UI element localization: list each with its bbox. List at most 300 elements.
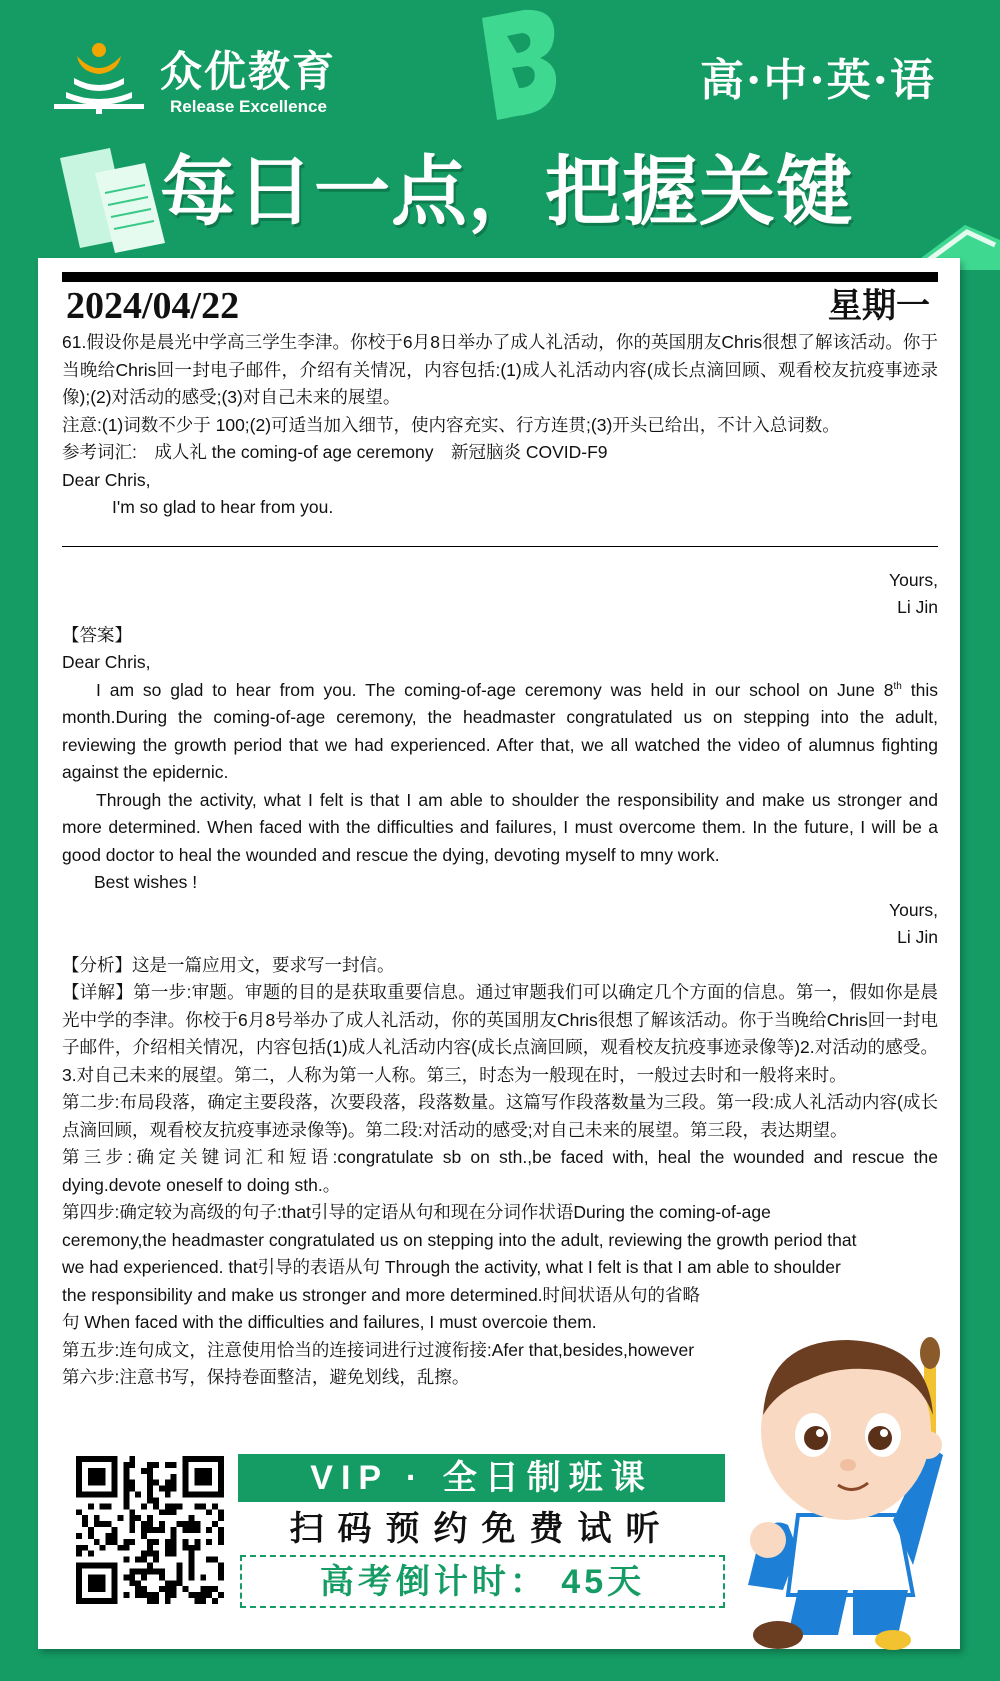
qr-module	[82, 1456, 88, 1462]
qr-module	[194, 1492, 200, 1498]
qr-module	[165, 1580, 171, 1586]
qr-module	[76, 1551, 82, 1557]
analysis-step4-line: 句 When faced with the difficulties and failures, I must overcoie them.	[62, 1312, 597, 1332]
qr-module	[188, 1568, 194, 1574]
qr-module	[82, 1563, 88, 1569]
qr-module	[135, 1515, 141, 1521]
qr-module	[123, 1468, 129, 1474]
qr-module	[200, 1598, 206, 1604]
qr-module	[76, 1456, 82, 1462]
qr-module	[147, 1521, 153, 1527]
qr-module	[106, 1563, 112, 1569]
qr-module	[171, 1474, 177, 1480]
qr-module	[94, 1580, 100, 1586]
qr-module	[183, 1521, 189, 1527]
qr-module	[100, 1563, 106, 1569]
qr-module	[218, 1486, 224, 1492]
qr-module	[194, 1521, 200, 1527]
qr-module	[200, 1468, 206, 1474]
qr-module	[194, 1468, 200, 1474]
qr-module	[147, 1568, 153, 1574]
qr-module	[147, 1474, 153, 1480]
qr-module	[76, 1480, 82, 1486]
qr-module	[206, 1474, 212, 1480]
qr-module	[177, 1568, 183, 1574]
qr-module	[112, 1568, 118, 1574]
qr-module	[100, 1492, 106, 1498]
qr-module	[123, 1545, 129, 1551]
question-greeting: Dear Chris,	[62, 469, 151, 490]
qr-module	[88, 1563, 94, 1569]
qr-module	[106, 1456, 112, 1462]
qr-module	[94, 1574, 100, 1580]
qr-module	[218, 1527, 224, 1533]
qr-module	[171, 1545, 177, 1551]
qr-module	[188, 1557, 194, 1563]
qr-module	[159, 1527, 165, 1533]
analysis-step4-line: ceremony,the headmaster congratulated us on stepping into the adult, reviewing the growth period that	[62, 1229, 857, 1250]
qr-module	[153, 1527, 159, 1533]
qr-module	[100, 1480, 106, 1486]
qr-module	[94, 1474, 100, 1480]
zhongyou-logo-icon	[52, 40, 147, 115]
qr-module	[183, 1462, 189, 1468]
qr-module	[212, 1586, 218, 1592]
qr-module	[129, 1521, 135, 1527]
qr-module	[112, 1527, 118, 1533]
answer-p1-text: I am so glad to hear from you. The coming-of-age ceremony was held in our school on June 8	[96, 679, 894, 700]
qr-module	[129, 1527, 135, 1533]
date: 2024/04/22	[66, 285, 240, 327]
qr-module	[88, 1492, 94, 1498]
qr-module	[123, 1574, 129, 1580]
qr-module	[165, 1480, 171, 1486]
qr-module	[147, 1468, 153, 1474]
qr-module	[206, 1468, 212, 1474]
qr-module	[177, 1521, 183, 1527]
qr-module	[112, 1580, 118, 1586]
qr-module	[165, 1486, 171, 1492]
qr-module	[147, 1462, 153, 1468]
qr-module	[88, 1598, 94, 1604]
qr-module	[159, 1574, 165, 1580]
qr-module	[183, 1527, 189, 1533]
qr-module	[129, 1509, 135, 1515]
qr-module	[141, 1533, 147, 1539]
qr-module	[159, 1509, 165, 1515]
qr-module	[165, 1551, 171, 1557]
qr-module	[218, 1515, 224, 1521]
qr-module	[112, 1598, 118, 1604]
qr-module	[153, 1497, 159, 1503]
qr-module	[188, 1551, 194, 1557]
qr-module	[159, 1568, 165, 1574]
exam-countdown: 高考倒计时： 45天	[240, 1555, 725, 1608]
qr-module	[141, 1468, 147, 1474]
qr-module	[94, 1515, 100, 1521]
qr-module	[177, 1580, 183, 1586]
analysis-step6: 第六步:注意书写，保持卷面整洁，避免划线，乱擦。	[62, 1367, 470, 1387]
qr-module	[171, 1486, 177, 1492]
qr-module	[76, 1598, 82, 1604]
qr-module	[206, 1539, 212, 1545]
qr-module	[188, 1592, 194, 1598]
qr-module	[153, 1462, 159, 1468]
qr-module	[218, 1568, 224, 1574]
qr-module	[82, 1545, 88, 1551]
qr-module	[76, 1462, 82, 1468]
qr-module	[94, 1468, 100, 1474]
qr-module	[206, 1557, 212, 1563]
qr-module	[171, 1462, 177, 1468]
qr-module	[88, 1503, 94, 1509]
analysis-step4-line: the responsibility and make us stronger and more determined.时间状语从句的省略	[62, 1284, 701, 1305]
qr-module	[171, 1533, 177, 1539]
letter-b-decoration	[462, 8, 572, 123]
qr-module	[200, 1574, 206, 1580]
qr-module	[129, 1480, 135, 1486]
qr-module	[171, 1586, 177, 1592]
qr-module	[183, 1586, 189, 1592]
qr-module	[194, 1503, 200, 1509]
qr-module	[177, 1503, 183, 1509]
qr-module	[200, 1456, 206, 1462]
qr-module	[100, 1598, 106, 1604]
qr-module	[218, 1462, 224, 1468]
qr-module	[171, 1503, 177, 1509]
qr-module	[218, 1563, 224, 1569]
qr-module	[123, 1462, 129, 1468]
qr-module	[194, 1539, 200, 1545]
qr-module	[171, 1480, 177, 1486]
qr-code[interactable]	[75, 1456, 225, 1604]
qr-module	[129, 1574, 135, 1580]
qr-module	[218, 1474, 224, 1480]
qr-module	[194, 1527, 200, 1533]
qr-module	[147, 1563, 153, 1569]
qr-module	[206, 1586, 212, 1592]
qr-module	[88, 1574, 94, 1580]
subject-title: 高·中·英·语	[700, 55, 936, 106]
qr-module	[123, 1539, 129, 1545]
qr-module	[76, 1509, 82, 1515]
answer-paragraph-1	[62, 677, 938, 787]
qr-module	[218, 1533, 224, 1539]
analysis-step5: 第五步:连句成文，注意使用恰当的连接词进行过渡衔接:Afer that,besides,however	[62, 1339, 695, 1360]
qr-module	[94, 1539, 100, 1545]
qr-module	[123, 1486, 129, 1492]
qr-module	[147, 1598, 153, 1604]
qr-module	[112, 1563, 118, 1569]
qr-module	[165, 1586, 171, 1592]
qr-module	[82, 1515, 88, 1521]
qr-module	[188, 1574, 194, 1580]
qr-module	[147, 1497, 153, 1503]
qr-module	[76, 1486, 82, 1492]
qr-module	[194, 1592, 200, 1598]
analysis-step4-line: we had experienced. that引导的表语从句 Through the activity, what I felt is that I am able to shoulder	[62, 1257, 841, 1277]
qr-module	[76, 1545, 82, 1551]
qr-module	[147, 1592, 153, 1598]
qr-module	[94, 1480, 100, 1486]
question-prompt: 61.假设你是晨光中学高三学生李津。你校于6月8日举办了成人礼活动，你的英国朋友Chris很想了解该活动。你于当晚给Chris回一封电子邮件，介绍有关情况，内容包括:(1)成人礼活动内容(成长点滴回顾、观看校友抗疫事迹录像);(2)对活动的感受;(3)对自己未来的展望。	[62, 332, 938, 407]
qr-module	[188, 1545, 194, 1551]
analysis-summary: 【分析】这是一篇应用文，要求写一封信。	[62, 954, 395, 975]
qr-module	[218, 1492, 224, 1498]
qr-module	[94, 1492, 100, 1498]
qr-module	[183, 1492, 189, 1498]
qr-module	[147, 1545, 153, 1551]
qr-module	[171, 1509, 177, 1515]
qr-module	[206, 1527, 212, 1533]
qr-module	[153, 1539, 159, 1545]
qr-module	[123, 1592, 129, 1598]
qr-module	[117, 1545, 123, 1551]
qr-module	[141, 1586, 147, 1592]
qr-module	[147, 1492, 153, 1498]
answer-closing: Yours,	[889, 899, 938, 920]
qr-module	[82, 1598, 88, 1604]
qr-module	[153, 1551, 159, 1557]
qr-module	[76, 1592, 82, 1598]
qr-module	[153, 1568, 159, 1574]
answer-paragraph-2: Through the activity, what I felt is that I am able to shoulder the responsibility and make us stronger and more determined. When faced with the difficulties and failures, I must overcome them. In the future, I will be a good doctor to heal the wounded and rescue the dying, devoting myself to mny work.	[62, 789, 938, 865]
qr-module	[88, 1527, 94, 1533]
qr-module	[94, 1586, 100, 1592]
qr-module	[88, 1586, 94, 1592]
qr-module	[183, 1480, 189, 1486]
article-content	[62, 329, 938, 1392]
qr-module	[112, 1592, 118, 1598]
answer-label: 【答案】	[62, 624, 132, 645]
answer-p1-rest: this month.During the coming-of-age ceremony, the headmaster congratulated us on stepping into the adult, reviewing the growth period that we had experienced. After that, we all watched the video of alumnus fighting against the epidernic.	[62, 679, 938, 782]
qr-module	[194, 1545, 200, 1551]
qr-module	[82, 1492, 88, 1498]
qr-module	[212, 1557, 218, 1563]
qr-module	[147, 1551, 153, 1557]
question-note: 注意:(1)词数不少于 100;(2)可适当加入细节，使内容充实、行方连贯;(3)开头已给出，不计入总词数。	[62, 414, 840, 435]
qr-module	[88, 1456, 94, 1462]
qr-module	[112, 1539, 118, 1545]
writing-line	[62, 546, 938, 547]
qr-module	[135, 1568, 141, 1574]
qr-module	[100, 1468, 106, 1474]
qr-module	[82, 1521, 88, 1527]
question-closing: Yours,	[889, 569, 938, 590]
qr-module	[200, 1592, 206, 1598]
qr-module	[183, 1545, 189, 1551]
qr-module	[200, 1492, 206, 1498]
slogan-title: 每日一点，把握关键	[160, 150, 853, 235]
qr-module	[159, 1521, 165, 1527]
qr-module	[141, 1568, 147, 1574]
analysis-step3: 第三步:确定关键词汇和短语:congratulate sb on sth.,be faced with, heal the wounded and rescue the dying.devote oneself to doing sth.。	[62, 1147, 938, 1195]
qr-module	[183, 1486, 189, 1492]
qr-module	[165, 1462, 171, 1468]
qr-module	[129, 1568, 135, 1574]
qr-module	[212, 1456, 218, 1462]
qr-module	[129, 1462, 135, 1468]
qr-module	[218, 1480, 224, 1486]
qr-module	[171, 1551, 177, 1557]
qr-module	[212, 1598, 218, 1604]
qr-module	[88, 1533, 94, 1539]
analysis-step2: 第二步:布局段落，确定主要段落，次要段落，段落数量。这篇写作段落数量为三段。第一段:成人礼活动内容(成长点滴回顾，观看校友抗疫事迹录像等)。第二段:对活动的感受;对自己未来的展望。第三段，表达期望。	[62, 1092, 938, 1140]
qr-module	[88, 1468, 94, 1474]
qr-module	[76, 1580, 82, 1586]
qr-module	[117, 1515, 123, 1521]
qr-module	[129, 1515, 135, 1521]
qr-module	[212, 1492, 218, 1498]
qr-module	[106, 1598, 112, 1604]
qr-module	[194, 1474, 200, 1480]
qr-module	[100, 1574, 106, 1580]
qr-module	[171, 1592, 177, 1598]
qr-module	[218, 1456, 224, 1462]
brand-tagline: Release Excellence	[170, 97, 327, 116]
qr-module	[76, 1474, 82, 1480]
question-opening: I'm so glad to hear from you.	[112, 497, 334, 517]
qr-module	[147, 1539, 153, 1545]
qr-module	[206, 1456, 212, 1462]
qr-module	[112, 1533, 118, 1539]
qr-module	[123, 1492, 129, 1498]
qr-module	[88, 1580, 94, 1586]
qr-module	[165, 1598, 171, 1604]
qr-module	[88, 1474, 94, 1480]
vip-course-banner: VIP · 全日制班课	[238, 1454, 725, 1502]
qr-module	[88, 1480, 94, 1486]
qr-module	[141, 1574, 147, 1580]
qr-module	[165, 1492, 171, 1498]
qr-module	[135, 1592, 141, 1598]
qr-module	[206, 1480, 212, 1486]
qr-module	[106, 1539, 112, 1545]
qr-module	[112, 1486, 118, 1492]
qr-module	[153, 1598, 159, 1604]
brand-name: 众优教育	[160, 48, 337, 95]
qr-module	[112, 1480, 118, 1486]
qr-module	[188, 1492, 194, 1498]
qr-module	[112, 1574, 118, 1580]
qr-module	[147, 1480, 153, 1486]
analysis-step4-line: 第四步:确定较为高级的句子:that引导的定语从句和现在分词作状语During the coming-of-age	[62, 1202, 771, 1222]
qr-module	[206, 1492, 212, 1498]
divider-bar	[62, 272, 938, 282]
qr-module	[135, 1586, 141, 1592]
qr-module	[141, 1527, 147, 1533]
qr-module	[147, 1515, 153, 1521]
qr-module	[218, 1592, 224, 1598]
qr-module	[112, 1462, 118, 1468]
qr-module	[200, 1474, 206, 1480]
analysis-detail: 【详解】第一步:审题。审题的目的是获取重要信息。通过审题我们可以确定几个方面的信息。第一，假如你是晨光中学的李津。你校于6月8号举办了成人礼活动，你的英国朋友Chris很想了解该活动。你于当晚给Chris回一封电子邮件，介绍相关情况，内容包括(1)成人礼活动内容(成长点滴回顾，观看校友抗疫事迹录像等)2.对活动的感受。3.对自己未来的展望。第二，人称为第一人称。第三，时态为一般现在时，一般过去时和一般将来时。	[62, 982, 938, 1085]
qr-module	[153, 1480, 159, 1486]
qr-module	[123, 1497, 129, 1503]
weekday: 星期一	[828, 288, 930, 325]
qr-module	[218, 1574, 224, 1580]
qr-module	[188, 1515, 194, 1521]
qr-module	[112, 1492, 118, 1498]
answer-wishes: Best wishes !	[94, 872, 198, 892]
qr-module	[200, 1503, 206, 1509]
qr-module	[129, 1539, 135, 1545]
qr-module	[94, 1598, 100, 1604]
qr-module	[100, 1586, 106, 1592]
qr-module	[123, 1474, 129, 1480]
qr-module	[165, 1509, 171, 1515]
qr-module	[76, 1492, 82, 1498]
qr-module	[100, 1545, 106, 1551]
qr-module	[177, 1563, 183, 1569]
qr-module	[106, 1533, 112, 1539]
qr-module	[153, 1503, 159, 1509]
qr-module	[188, 1521, 194, 1527]
question-vocab: 参考词汇: 成人礼 the coming-of age ceremony 新冠脑炎 COVID-F9	[62, 442, 608, 462]
qr-module	[147, 1527, 153, 1533]
qr-module	[200, 1586, 206, 1592]
qr-module	[171, 1580, 177, 1586]
qr-module	[165, 1539, 171, 1545]
qr-module	[183, 1539, 189, 1545]
qr-module	[141, 1592, 147, 1598]
answer-greeting: Dear Chris,	[62, 652, 151, 672]
qr-module	[183, 1456, 189, 1462]
qr-module	[112, 1468, 118, 1474]
qr-module	[171, 1527, 177, 1533]
qr-module	[88, 1551, 94, 1557]
qr-module	[112, 1586, 118, 1592]
qr-module	[183, 1468, 189, 1474]
qr-module	[94, 1521, 100, 1527]
qr-module	[141, 1521, 147, 1527]
qr-module	[147, 1486, 153, 1492]
qr-module	[112, 1456, 118, 1462]
qr-module	[135, 1580, 141, 1586]
qr-module	[206, 1592, 212, 1598]
qr-module	[159, 1586, 165, 1592]
qr-module	[194, 1456, 200, 1462]
qr-module	[141, 1503, 147, 1509]
qr-module	[141, 1557, 147, 1563]
qr-module	[123, 1557, 129, 1563]
mascot-boy-illustration	[728, 1335, 963, 1650]
qr-module	[165, 1592, 171, 1598]
qr-module	[106, 1521, 112, 1527]
qr-module	[194, 1598, 200, 1604]
qr-module	[177, 1574, 183, 1580]
qr-module	[188, 1456, 194, 1462]
qr-module	[106, 1492, 112, 1498]
qr-module	[135, 1492, 141, 1498]
qr-module	[76, 1586, 82, 1592]
qr-module	[141, 1551, 147, 1557]
qr-module	[76, 1533, 82, 1539]
qr-module	[171, 1539, 177, 1545]
qr-module	[188, 1527, 194, 1533]
qr-module	[165, 1545, 171, 1551]
qr-module	[153, 1592, 159, 1598]
answer-p1-sup: th	[893, 680, 902, 692]
qr-module	[200, 1480, 206, 1486]
qr-module	[159, 1486, 165, 1492]
qr-module	[218, 1468, 224, 1474]
qr-module	[106, 1503, 112, 1509]
qr-module	[100, 1521, 106, 1527]
qr-module	[112, 1474, 118, 1480]
qr-module	[129, 1580, 135, 1586]
qr-module	[129, 1456, 135, 1462]
